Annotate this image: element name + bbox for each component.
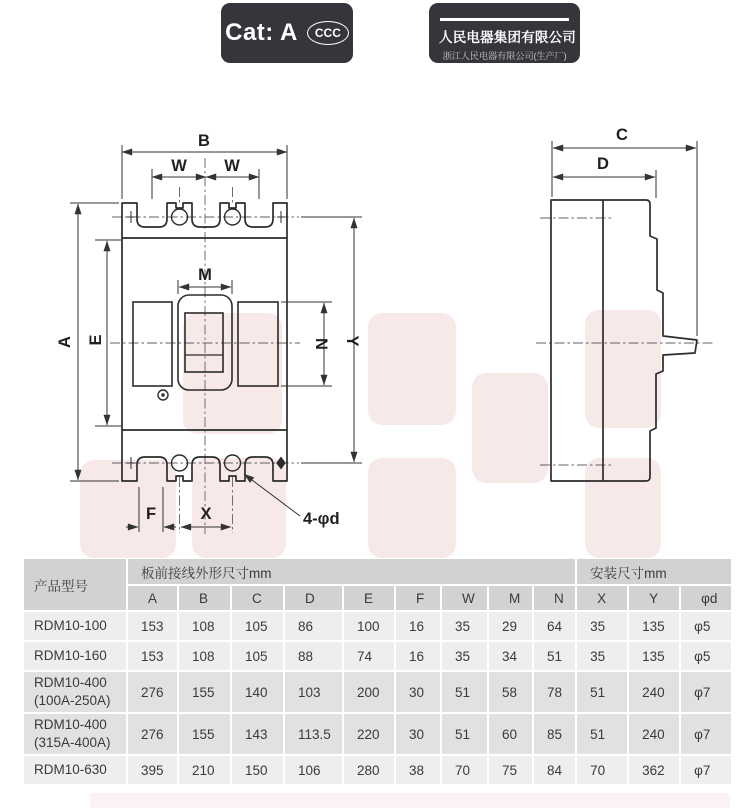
value-cell: 108 [179,612,230,640]
value-cell: φ5 [681,612,731,640]
model-cell: RDM10-400 (100A-250A) [24,672,126,712]
dim-label-m: M [198,266,212,284]
value-cell: 74 [344,642,394,670]
dimensions-table [22,557,733,786]
value-cell: 34 [489,642,532,670]
value-cell: 51 [442,672,487,712]
value-cell: 395 [128,756,177,784]
value-cell: 103 [285,672,342,712]
value-cell: 16 [396,642,440,670]
value-cell: 51 [442,714,487,754]
value-cell: 108 [179,642,230,670]
value-cell: 30 [396,672,440,712]
table-row [24,672,731,712]
table-row [24,714,731,754]
value-cell: 200 [344,672,394,712]
value-cell: 153 [128,612,177,640]
dim-label-x: X [200,505,212,523]
value-cell: 58 [489,672,532,712]
col-header: Y [629,586,679,610]
value-cell: 51 [577,672,627,712]
company-name: 人民电器集团有限公司 [439,29,576,45]
dim-label-w-right: W [224,157,240,175]
watermark-blocks [80,310,661,558]
value-cell: 276 [128,672,177,712]
value-cell: 30 [396,714,440,754]
value-cell: 85 [534,714,575,754]
col-header: X [577,586,627,610]
value-cell: 35 [442,612,487,640]
value-cell: 38 [396,756,440,784]
dim-label-w-left: W [171,157,187,175]
value-cell: 60 [489,714,532,754]
value-cell: 29 [489,612,532,640]
value-cell: 35 [577,612,627,640]
value-cell: 105 [232,612,283,640]
value-cell: 150 [232,756,283,784]
value-cell: 280 [344,756,394,784]
mounting-holes-note: 4-φd [303,510,340,528]
watermark-band [90,793,730,808]
value-cell: 51 [577,714,627,754]
table-group-header-row [24,559,731,584]
dim-label-b: B [198,132,210,150]
value-cell: 35 [442,642,487,670]
value-cell: 88 [285,642,342,670]
value-cell: 240 [629,672,679,712]
left-pole-window [133,302,172,386]
value-cell: 64 [534,612,575,640]
value-cell: 106 [285,756,342,784]
value-cell: 100 [344,612,394,640]
col-header: φd [681,586,731,610]
cat-label: Cat: A [225,19,298,46]
value-cell: φ5 [681,642,731,670]
value-cell: 140 [232,672,283,712]
dim-label-d: D [597,155,609,173]
value-cell: 51 [534,642,575,670]
model-cell: RDM10-400 (315A-400A) [24,714,126,754]
value-cell: 362 [629,756,679,784]
dim-label-n: N [312,338,330,350]
value-cell: 143 [232,714,283,754]
ccc-certification-icon: CCC [307,21,349,45]
col-header: B [179,586,230,610]
col-header: D [285,586,342,610]
value-cell: 135 [629,612,679,640]
mounting-dims-group-header: 安装尺寸mm [577,559,731,584]
value-cell: 75 [489,756,532,784]
value-cell: 276 [128,714,177,754]
model-column-header: 产品型号 [24,559,126,610]
value-cell: φ7 [681,672,731,712]
dim-label-a: A [56,336,74,348]
value-cell: 240 [629,714,679,754]
dim-label-f: F [145,505,157,523]
value-cell: φ7 [681,756,731,784]
value-cell: 135 [629,642,679,670]
dim-label-e: E [87,334,105,346]
col-header: E [344,586,394,610]
value-cell: 153 [128,642,177,670]
table-row [24,642,731,670]
value-cell: 16 [396,612,440,640]
table-body [24,612,731,784]
outline-dims-group-header: 板前接线外形尺寸mm [128,559,575,584]
col-header: W [442,586,487,610]
value-cell: 220 [344,714,394,754]
value-cell: 35 [577,642,627,670]
value-cell: 113.5 [285,714,342,754]
col-header: C [232,586,283,610]
company-subtitle: 浙江人民电器有限公司(生产厂) [442,50,567,61]
value-cell: φ7 [681,714,731,754]
table-column-header-row [24,586,731,610]
model-cell: RDM10-160 [24,642,126,670]
side-dimension-lines [552,141,697,336]
col-header: N [534,586,575,610]
table-row [24,756,731,784]
value-cell: 84 [534,756,575,784]
col-header: F [396,586,440,610]
model-cell: RDM10-100 [24,612,126,640]
dim-label-y: Y [343,335,361,347]
value-cell: 155 [179,672,230,712]
value-cell: 78 [534,672,575,712]
model-cell: RDM10-630 [24,756,126,784]
dim-label-c: C [616,126,628,144]
value-cell: 86 [285,612,342,640]
value-cell: 105 [232,642,283,670]
value-cell: 70 [442,756,487,784]
value-cell: 155 [179,714,230,754]
col-header: M [489,586,532,610]
col-header: A [128,586,177,610]
value-cell: 210 [179,756,230,784]
table-row [24,612,731,640]
value-cell: 70 [577,756,627,784]
